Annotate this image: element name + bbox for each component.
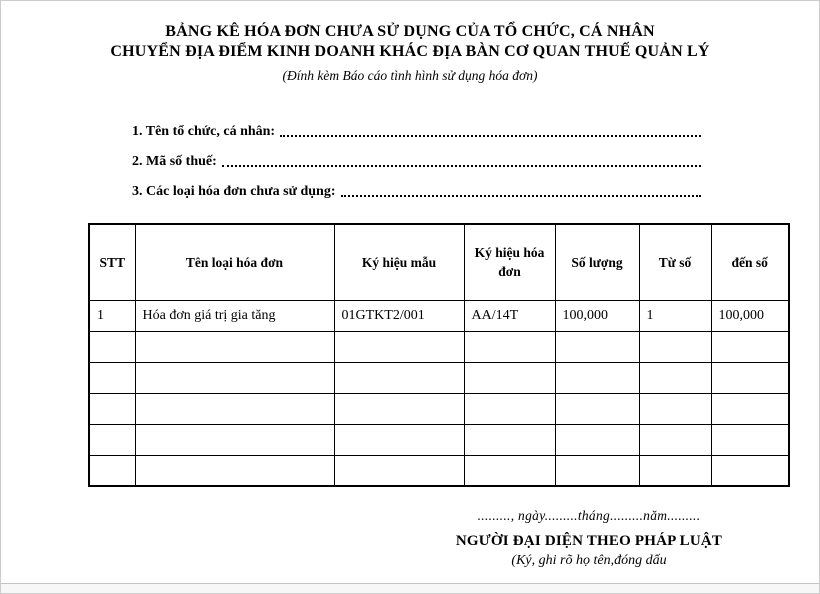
field-org-name-label: 1. Tên tổ chức, cá nhân: [132,124,276,139]
form-title-line-1: BẢNG KÊ HÓA ĐƠN CHƯA SỬ DỤNG CỦA TỔ CHỨC, CÁ NHÂN [165,23,655,40]
empty-table-row [89,362,789,393]
empty-cell [89,393,135,424]
empty-cell [89,362,135,393]
signature-instruction-note: (Ký, ghi rõ họ tên,đóng dấu [511,553,667,568]
empty-cell [135,455,334,486]
col-header-template-symbol: Ký hiệu mẫu [334,224,464,300]
empty-cell [464,393,555,424]
field-unused-invoice-types-label: 3. Các loại hóa đơn chưa sử dụng: [132,184,336,199]
col-header-quantity: Số lượng [555,224,639,300]
cell-invoice-type: Hóa đơn giá trị gia tăng [135,300,334,331]
empty-cell [711,362,789,393]
cell-stt: 1 [89,300,135,331]
invoice-table-header-row [89,224,789,300]
empty-cell [639,393,711,424]
empty-cell [639,331,711,362]
empty-cell [711,331,789,362]
col-header-invoice-symbol: Ký hiệu hóa đơn [464,224,555,300]
empty-cell [711,393,789,424]
empty-cell [555,362,639,393]
field-tax-code-dotted-line [222,165,701,167]
empty-cell [464,362,555,393]
form-fields [132,110,701,200]
empty-cell [555,455,639,486]
signature-date-line: ........., ngày.........tháng.........năm......... [477,508,701,523]
cell-invoice-symbol: AA/14T [464,300,555,331]
empty-cell [464,455,555,486]
invoice-table [88,223,790,487]
empty-cell [555,331,639,362]
col-header-invoice-type: Tên loại hóa đơn [135,224,334,300]
empty-cell [89,424,135,455]
field-org-name [132,110,701,140]
empty-table-row [89,393,789,424]
empty-cell [464,424,555,455]
form-header [1,22,819,84]
empty-cell [334,393,464,424]
empty-cell [711,455,789,486]
empty-cell [639,362,711,393]
empty-cell [135,331,334,362]
field-unused-invoice-types-dotted-line [341,195,702,197]
invoice-row [89,300,789,331]
empty-cell [464,331,555,362]
empty-cell [334,331,464,362]
page-footer-strip [1,583,819,593]
col-header-stt: STT [89,224,135,300]
empty-cell [334,424,464,455]
form-title-line-2: CHUYỂN ĐỊA ĐIỂM KINH DOANH KHÁC ĐỊA BÀN CƠ QUAN THUẾ QUẢN LÝ [110,43,710,60]
empty-cell [89,331,135,362]
col-header-from-number: Từ số [639,224,711,300]
cell-template-symbol: 01GTKT2/001 [334,300,464,331]
empty-cell [135,424,334,455]
field-org-name-dotted-line [280,135,701,137]
empty-cell [555,393,639,424]
field-tax-code [132,140,701,170]
empty-table-row [89,331,789,362]
signature-block [424,508,754,569]
cell-to-number: 100,000 [711,300,789,331]
empty-cell [639,424,711,455]
signature-representative-title: NGƯỜI ĐẠI DIỆN THEO PHÁP LUẬT [455,533,723,549]
empty-cell [334,455,464,486]
field-unused-invoice-types [132,170,701,200]
empty-cell [89,455,135,486]
empty-cell [135,362,334,393]
empty-cell [711,424,789,455]
empty-cell [135,393,334,424]
empty-cell [555,424,639,455]
cell-quantity: 100,000 [555,300,639,331]
field-tax-code-label: 2. Mã số thuế: [132,154,217,169]
cell-from-number: 1 [639,300,711,331]
empty-cell [639,455,711,486]
empty-table-row [89,424,789,455]
col-header-to-number: đến số [711,224,789,300]
empty-cell [334,362,464,393]
form-subtitle: (Đính kèm Báo cáo tình hình sử dụng hóa đơn) [282,68,538,83]
empty-table-row [89,455,789,486]
